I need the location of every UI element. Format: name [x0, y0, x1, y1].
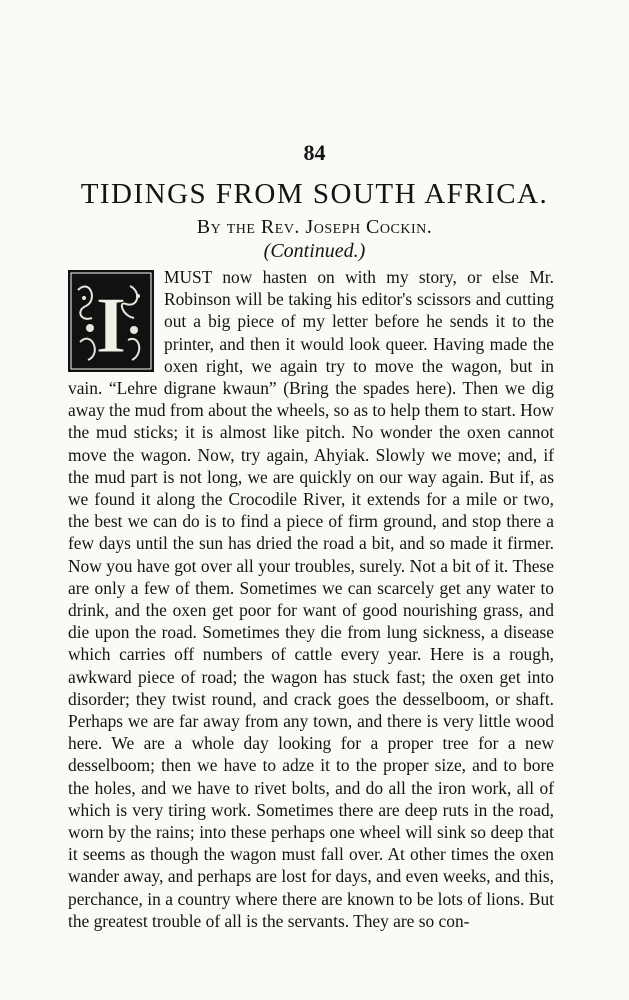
drop-cap-letter: I: [95, 282, 127, 370]
drop-cap-ornament: [68, 270, 154, 372]
article-body: [68, 266, 554, 932]
page-number: 84: [303, 140, 326, 165]
article-body-text: MUST now hasten on with my story, or else Mr. Robinson will be taking his editor's scissors and cutting out a big piece of my letter before he sends it to the printer, and then it would look queer. Having made the oxen right, we again try to move the wagon, but in vain. “Lehre digrane kwaun” (Bring the spades here). Then we dig away the mud from about the wheels, so as to help them to start. How the mud sticks; it is almost like pitch. No wonder the oxen cannot move the wagon. Now, try again, Ahyiak. Slowly we move; and, if the mud part is not long, we are quickly on our way again. But if, as we found it along the Crocodile River, it extends for a mile or two, the best we can do is to find a piece of firm ground, and stop there a few days until the sun has dried the road a bit, and so made it firmer. Now you have got over all your troubles, surely. Not a bit of it. These are only a few of them. Sometimes we can scarcely get any water to drink, and the oxen get poor for want of good nourishing grass, and die upon the road. Sometimes they die from lung sickness, a disease which carries off numbers of cattle every year. Here is a rough, awkward piece of road; the wagon has stuck fast; the oxen get into disorder; they twist round, and crack goes the desselboom, or shaft. Perhaps we are far away from any town, and there is very little wood here. We are a whole day looking for a proper tree for a new desselboom; then we have to adze it to the proper size, and to bore the holes, and we have to rivet bolts, and do all the iron work, all of which is very tiring work. Sometimes there are deep ruts in the road, worn by the rains; into these perhaps one wheel will sink so deep that it seems as though the wagon must fall over. At other times the oxen wander away, and perhaps are lost for days, and even weeks, and this, perchance, in a country where there are known to be lots of lions. But the greatest trouble of all is the servants. They are so con-: [68, 267, 554, 931]
continued-note: (Continued.): [263, 240, 366, 262]
byline: By the Rev. Joseph Cockin.: [196, 216, 433, 238]
article-title: TIDINGS FROM SOUTH AFRICA.: [80, 178, 549, 210]
